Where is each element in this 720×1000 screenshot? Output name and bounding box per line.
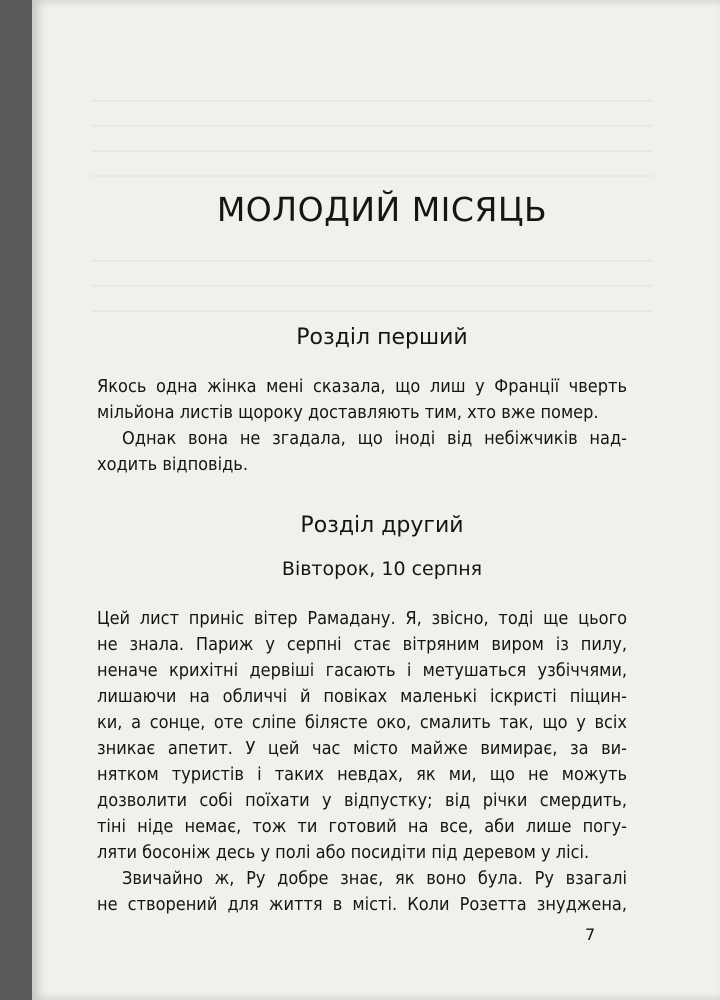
paragraph-line: Цей лист приніс вітер Рамадану. Я, звісно, тоді ще цього	[97, 608, 627, 629]
section-heading: Розділ перший	[296, 325, 468, 350]
show-through-text	[92, 125, 652, 127]
paragraph-line: зникає апетит. У цей час місто майже вимирає, за ви-	[97, 738, 627, 759]
page-number: 7	[585, 925, 596, 944]
show-through-text	[92, 310, 652, 312]
show-through-text	[92, 175, 652, 177]
paragraph-line: не знала. Париж у серпні стає вітряним виром із пилу,	[97, 634, 627, 655]
paragraph-line: Якось одна жінка мені сказала, що лиш у Франції чверть	[97, 376, 627, 397]
show-through-text	[92, 150, 652, 152]
section-date: Вівторок, 10 серпня	[281, 558, 483, 580]
paragraph-line: дозволити собі поїхати у відпустку; від річки смердить,	[97, 790, 627, 811]
paragraph-line: ходить відповідь.	[97, 454, 248, 475]
show-through-text	[92, 100, 652, 102]
paragraph-line: Звичайно ж, Ру добре знає, як воно була. Ру взагалі	[122, 868, 627, 889]
paragraph-line: ки, а сонце, оте сліпе білясте око, смалить так, що у всіх	[97, 712, 627, 733]
paragraph-line: тіні ніде немає, тож ти готовий на все, аби лише погу-	[97, 816, 627, 837]
show-through-text	[92, 260, 652, 262]
paragraph-line: мільйона листів щороку доставляють тим, хто вже помер.	[97, 402, 599, 423]
paragraph-line: нятком туристів і таких невдах, як ми, що не можуть	[97, 764, 627, 785]
paragraph-line: не створений для життя в місті. Коли Розетта знуджена,	[97, 894, 627, 915]
book-page	[32, 0, 720, 1000]
paragraph-line: лишаючи на обличчі й повіках маленькі іскристі піщин-	[97, 686, 627, 707]
paragraph-line: неначе крихітні дервіші гасають і метушаться узбіччями,	[97, 660, 627, 681]
book-title: МОЛОДИЙ МІСЯЦЬ	[216, 190, 548, 229]
section-heading: Розділ другий	[300, 513, 464, 538]
paragraph-line: Однак вона не згадала, що іноді від небіжчиків над-	[122, 428, 627, 449]
show-through-text	[92, 285, 652, 287]
paragraph-line: ляти босоніж десь у полі або посидіти під деревом у лісі.	[97, 842, 590, 863]
